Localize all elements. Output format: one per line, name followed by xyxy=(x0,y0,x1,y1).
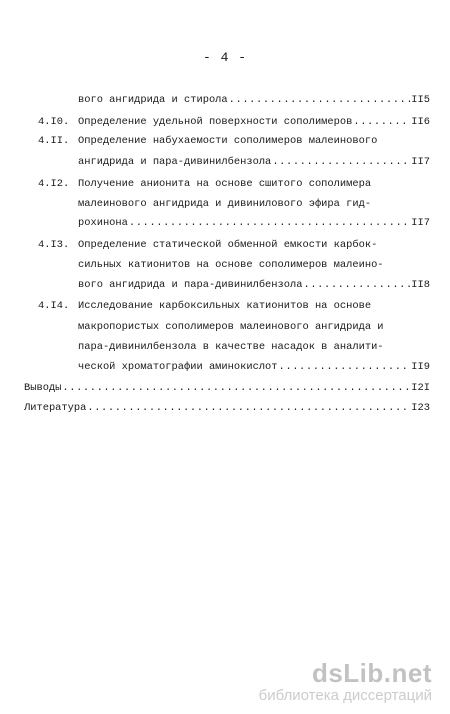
toc-entry-text: Исследование карбоксильных катионитов на основе xyxy=(78,300,372,312)
toc-entry-continued xyxy=(78,258,384,272)
toc-entry xyxy=(0,177,450,191)
toc-entry-text: ангидрида и пара-дивинилбензола xyxy=(78,156,272,168)
watermark-subtitle: библиотека диссертаций xyxy=(258,687,432,704)
toc-entry-text: сильных катионитов на основе сополимеров малеино- xyxy=(78,259,384,271)
toc-entry xyxy=(0,115,450,129)
toc-entry-text: Получение анионита на основе сшитого сополимера xyxy=(78,178,372,190)
toc-entry-text: малеинового ангидрида и дивинилового эфира гид- xyxy=(78,198,372,210)
toc-entry-page: I2I xyxy=(411,382,430,394)
toc-entry-continued xyxy=(78,360,430,374)
toc-entry-text: Определение статической обменной емкости карбок- xyxy=(78,239,378,251)
dot-leader xyxy=(303,278,410,292)
dot-leader xyxy=(279,360,411,374)
toc-entry xyxy=(24,401,430,415)
toc-entry-text: Определение набухаемости сополимеров малеинового xyxy=(78,135,378,147)
dot-leader xyxy=(229,93,411,107)
toc-entry-page: II7 xyxy=(411,156,430,168)
toc-entry-continued xyxy=(78,278,430,292)
toc-entry-text: Литература xyxy=(24,402,87,414)
toc-entry-number: 4.I3. xyxy=(38,239,70,251)
toc-entry-number: 4.II. xyxy=(38,135,70,147)
toc-entry-text: пара-дивинилбензола в качестве насадок в аналити- xyxy=(78,341,384,353)
toc-entry xyxy=(78,93,430,107)
watermark xyxy=(259,658,432,704)
toc-entry-page: I23 xyxy=(411,402,430,414)
toc-entry-continued xyxy=(78,197,371,211)
toc-entry-number: 4.I4. xyxy=(38,300,70,312)
toc-entry xyxy=(0,134,450,148)
toc-entry-page: II7 xyxy=(411,217,430,229)
toc-entry-text: ческой хроматографии аминокислот xyxy=(78,361,278,373)
toc-entry-page: II9 xyxy=(411,361,430,373)
toc-entry-number: 4.I2. xyxy=(38,178,70,190)
toc-entry-number: 4.I0. xyxy=(38,116,70,128)
toc-entry-text: вого ангидрида и стирола xyxy=(78,94,228,106)
toc-entry-continued xyxy=(78,155,430,169)
toc-entry-continued xyxy=(78,340,384,354)
toc-entry-text: макропористых сополимеров малеинового ангидрида и xyxy=(78,321,384,333)
toc-entry xyxy=(0,299,450,313)
toc-entry-continued xyxy=(78,320,384,334)
toc-entry-page: II5 xyxy=(411,94,430,106)
toc-entry-continued xyxy=(78,216,430,230)
dot-leader xyxy=(87,401,410,415)
dot-leader xyxy=(62,381,410,395)
dot-leader xyxy=(129,216,410,230)
watermark-logo: dsLib.net xyxy=(311,658,432,688)
dot-leader xyxy=(272,155,410,169)
dot-leader xyxy=(353,115,410,129)
toc-entry-page: II8 xyxy=(411,279,430,291)
toc-entry-text: Определение удельной поверхности сополимеров xyxy=(78,116,353,128)
toc-entry-text: рохинона xyxy=(78,217,128,229)
toc-entry xyxy=(24,381,430,395)
page-number: - 4 - xyxy=(202,50,247,65)
toc-entry-text: Выводы xyxy=(24,382,62,394)
toc-entry-text: вого ангидрида и пара-дивинилбензола xyxy=(78,279,303,291)
toc-entry xyxy=(0,238,450,252)
toc-entry-page: II6 xyxy=(411,116,430,128)
